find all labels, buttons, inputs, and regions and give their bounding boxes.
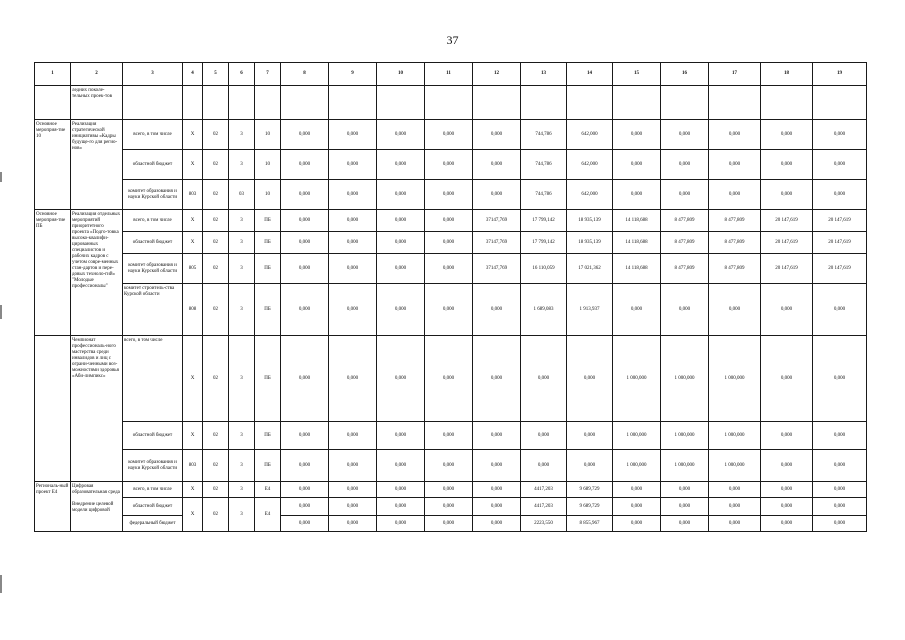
- header-col-17: 17: [709, 63, 761, 86]
- cell-value: 9 689,729: [567, 498, 613, 516]
- cell-value: 0,000: [761, 516, 813, 532]
- cell-value: Х: [183, 210, 203, 232]
- cell-value: 0,000: [761, 120, 813, 150]
- cell-value: 744,786: [521, 180, 567, 210]
- cell-value: 0,000: [661, 284, 709, 336]
- cell-code-5: 02: [203, 498, 229, 532]
- cell-value: 3: [229, 120, 255, 150]
- page-number: 37: [446, 33, 459, 47]
- header-col-5: 5: [203, 63, 229, 86]
- cell-value: 0,000: [377, 180, 425, 210]
- cell-col3: комитет образования и науки Курской области: [123, 180, 183, 210]
- cell-value: 0,000: [281, 210, 329, 232]
- header-col-2: 2: [71, 63, 123, 86]
- cell-value: 0,000: [329, 450, 377, 482]
- cell-value: 0,000: [329, 150, 377, 180]
- cell-value: 8 477,809: [709, 210, 761, 232]
- cell-value: 0,000: [661, 150, 709, 180]
- header-col-7: 7: [255, 63, 281, 86]
- cell-value: 642,000: [567, 150, 613, 180]
- cell-value: 0,000: [377, 284, 425, 336]
- cell-value: 02: [203, 450, 229, 482]
- cell-col2: Реализация стратегической инициативы «Кадры будуще-го для регио-нов»: [71, 120, 123, 210]
- cell-value: 4417,203: [521, 482, 567, 498]
- cell-value: 0,000: [377, 210, 425, 232]
- cell-value: ПБ: [255, 450, 281, 482]
- cell-value: 0,000: [329, 120, 377, 150]
- cell-value: 8 477,809: [709, 254, 761, 284]
- cell-value: 0,000: [425, 232, 473, 254]
- cell-value: 0,000: [761, 498, 813, 516]
- cell-value: 0,000: [329, 422, 377, 450]
- cell-value: 0,000: [281, 150, 329, 180]
- scan-mark: [0, 172, 2, 182]
- cell-value: 0,000: [425, 336, 473, 422]
- cell-value: 0,000: [813, 336, 867, 422]
- cell-col3: областной бюджет: [123, 232, 183, 254]
- cell-value: 02: [203, 336, 229, 422]
- cell-value: 0,000: [813, 150, 867, 180]
- cell-value: 0,000: [709, 284, 761, 336]
- table-row: [35, 232, 867, 254]
- cell-value: 0,000: [613, 516, 661, 532]
- cell-value: 0,000: [761, 180, 813, 210]
- cell-value: 0,000: [377, 336, 425, 422]
- cell-col3: всего, в том числе: [123, 482, 183, 498]
- cell-value: ПБ: [255, 210, 281, 232]
- cell-value: 3: [229, 450, 255, 482]
- header-col-15: 15: [613, 63, 661, 86]
- cell-value: Х: [183, 336, 203, 422]
- cell-value: ПБ: [255, 232, 281, 254]
- cell-value: 0,000: [281, 232, 329, 254]
- cell-value: 0,000: [567, 450, 613, 482]
- header-col-12: 12: [473, 63, 521, 86]
- cell-value: 37147,769: [473, 232, 521, 254]
- cell-value: 0,000: [813, 516, 867, 532]
- cell-col3: областной бюджет: [123, 498, 183, 516]
- cell-value: 02: [203, 210, 229, 232]
- cell-col1: [35, 86, 71, 120]
- cell-value: 14 118,688: [613, 254, 661, 284]
- header-col-19: 19: [813, 63, 867, 86]
- cell-value: 0,000: [761, 482, 813, 498]
- cell-col2: ледних поколе-тельных проек-тов: [71, 86, 123, 120]
- cell-col3: всего, в том числе: [123, 336, 183, 422]
- cell-col3: всего, в том числе: [123, 120, 183, 150]
- cell-value: 02: [203, 120, 229, 150]
- cell-col2: Реализация отдельных мероприятий приоритетного проекта «Подго-товка высоко-квалифи-цированных специалистов и рабочих кадров с учетом совре-менных стан-дартов и пере-довых техноло-гий» "Молодые профессионалы": [71, 210, 123, 336]
- cell-value: 0,000: [281, 336, 329, 422]
- cell-value: 0,000: [613, 150, 661, 180]
- table-row: [35, 180, 867, 210]
- cell-value: 1 689,083: [521, 284, 567, 336]
- cell-value: 0,000: [425, 180, 473, 210]
- cell-value: 20 147,619: [813, 254, 867, 284]
- cell-value: 0,000: [613, 498, 661, 516]
- cell-value: 8 477,809: [709, 232, 761, 254]
- cell-value: 0,000: [709, 482, 761, 498]
- cell-value: 0,000: [281, 180, 329, 210]
- cell-col2-a: Цифровая образовательная среда: [72, 484, 120, 495]
- cell-value: 0,000: [281, 516, 329, 532]
- cell-value: 17 799,142: [521, 210, 567, 232]
- table-row: [35, 150, 867, 180]
- cell-value: 1 000,000: [661, 336, 709, 422]
- cell-value: 0,000: [661, 498, 709, 516]
- cell-col2-b: Внедрение целевой модели цифровой: [72, 502, 114, 513]
- cell-value: 02: [203, 150, 229, 180]
- cell-value: 0,000: [425, 120, 473, 150]
- cell-value: 0,000: [281, 498, 329, 516]
- cell-value: 0,000: [761, 284, 813, 336]
- header-col-18: 18: [761, 63, 813, 86]
- cell-value: 20 147,619: [813, 210, 867, 232]
- cell-value: Х: [183, 150, 203, 180]
- cell-value: 02: [203, 232, 229, 254]
- cell-value: 8 477,809: [661, 254, 709, 284]
- cell-value: 20 147,619: [761, 232, 813, 254]
- cell-value: ПБ: [255, 254, 281, 284]
- header-col-14: 14: [567, 63, 613, 86]
- cell-col1: Региональ-ный проект Е4: [35, 482, 71, 532]
- cell-value: 14 118,688: [613, 232, 661, 254]
- cell-value: 1 000,000: [661, 422, 709, 450]
- cell-value: 0,000: [521, 422, 567, 450]
- cell-value: 0,000: [709, 180, 761, 210]
- table-row: [35, 516, 867, 532]
- cell-value: 0,000: [329, 498, 377, 516]
- cell-value: 03: [229, 180, 255, 210]
- cell-value: 1 000,000: [709, 422, 761, 450]
- cell-value: 805: [183, 254, 203, 284]
- cell-value: 0,000: [661, 482, 709, 498]
- cell-value: Х: [183, 422, 203, 450]
- cell-value: 3: [229, 210, 255, 232]
- cell-value: 744,786: [521, 120, 567, 150]
- cell-value: 02: [203, 180, 229, 210]
- cell-value: 18 935,139: [567, 232, 613, 254]
- cell-value: 37147,769: [473, 254, 521, 284]
- cell-value: 3: [229, 284, 255, 336]
- header-col-1: 1: [35, 63, 71, 86]
- cell-value: 0,000: [761, 422, 813, 450]
- cell-value: 3: [229, 150, 255, 180]
- header-col-10: 10: [377, 63, 425, 86]
- cell-value: 0,000: [761, 150, 813, 180]
- cell-value: 0,000: [377, 482, 425, 498]
- cell-value: 0,000: [425, 254, 473, 284]
- table-row: [35, 482, 867, 498]
- cell-value: 0,000: [329, 180, 377, 210]
- cell-value: 0,000: [425, 498, 473, 516]
- cell-value: 10: [255, 150, 281, 180]
- cell-value: 0,000: [377, 498, 425, 516]
- cell-value: 744,786: [521, 150, 567, 180]
- cell-value: 0,000: [329, 516, 377, 532]
- cell-value: 0,000: [473, 284, 521, 336]
- cell-value: 3: [229, 336, 255, 422]
- cell-value: 0,000: [521, 336, 567, 422]
- cell-value: 1 000,000: [613, 450, 661, 482]
- cell-value: 02: [203, 422, 229, 450]
- cell-value: 0,000: [761, 336, 813, 422]
- cell-col1: Основное мероприя-тие ПБ: [35, 210, 71, 336]
- cell-col3: комитет образования и науки Курской области: [123, 254, 183, 284]
- cell-value: 0,000: [425, 422, 473, 450]
- cell-value: 02: [203, 284, 229, 336]
- cell-value: 10: [255, 180, 281, 210]
- cell-value: 0,000: [281, 450, 329, 482]
- cell-value: 0,000: [425, 450, 473, 482]
- cell-code-6: 3: [229, 498, 255, 532]
- table-row: [35, 498, 867, 516]
- cell-value: 2223,550: [521, 516, 567, 532]
- cell-value: 0,000: [377, 450, 425, 482]
- header-col-4: 4: [183, 63, 203, 86]
- cell-value: 3: [229, 232, 255, 254]
- cell-value: 642,000: [567, 180, 613, 210]
- cell-value: 8 855,967: [567, 516, 613, 532]
- header-col-16: 16: [661, 63, 709, 86]
- cell-col3: всего, в том числе: [123, 210, 183, 232]
- cell-value: 0,000: [377, 150, 425, 180]
- cell-value: 0,000: [709, 498, 761, 516]
- cell-code-7: Е4: [255, 498, 281, 532]
- cell-value: 0,000: [425, 210, 473, 232]
- header-col-13: 13: [521, 63, 567, 86]
- cell-value: 0,000: [281, 254, 329, 284]
- cell-value: 0,000: [473, 120, 521, 150]
- cell-value: 642,000: [567, 120, 613, 150]
- cell-value: ПБ: [255, 422, 281, 450]
- cell-value: 3: [229, 422, 255, 450]
- cell-value: 803: [183, 450, 203, 482]
- cell-value: 0,000: [425, 150, 473, 180]
- cell-col3: комитет образования и науки Курской области: [123, 450, 183, 482]
- cell-value: Х: [183, 482, 203, 498]
- cell-col2: Чемпионат профессиональ-ного мастерства среди инвалидов и лиц с ограни-ченными воз-можностями здоровья «Аби-лимпикс»: [71, 336, 123, 482]
- cell-value: 14 118,688: [613, 210, 661, 232]
- cell-value: 808: [183, 284, 203, 336]
- cell-value: 0,000: [377, 254, 425, 284]
- cell-col3: федеральный бюджет: [123, 516, 183, 532]
- cell-value: 0,000: [567, 336, 613, 422]
- cell-value: 3: [229, 482, 255, 498]
- table-row: [35, 450, 867, 482]
- cell-value: 3: [229, 254, 255, 284]
- cell-value: 0,000: [329, 336, 377, 422]
- cell-value: 0,000: [709, 120, 761, 150]
- cell-value: ПБ: [255, 284, 281, 336]
- cell-value: 1 000,000: [709, 336, 761, 422]
- cell-value: 0,000: [473, 482, 521, 498]
- cell-value: 0,000: [661, 180, 709, 210]
- cell-value: 17 799,142: [521, 232, 567, 254]
- cell-value: 0,000: [761, 450, 813, 482]
- cell-value: 0,000: [813, 422, 867, 450]
- table-row: [35, 284, 867, 336]
- cell-value: 1 913,937: [567, 284, 613, 336]
- cell-value: 0,000: [281, 422, 329, 450]
- table-row: [35, 86, 867, 120]
- cell-value: 16 110,059: [521, 254, 567, 284]
- header-col-3: 3: [123, 63, 183, 86]
- cell-value: 10: [255, 120, 281, 150]
- cell-value: 20 147,619: [813, 232, 867, 254]
- cell-value: 1 000,000: [661, 450, 709, 482]
- cell-value: 17 021,362: [567, 254, 613, 284]
- cell-value: 0,000: [473, 336, 521, 422]
- cell-value: 0,000: [473, 498, 521, 516]
- cell-value: 0,000: [521, 450, 567, 482]
- cell-col1: [35, 336, 71, 482]
- cell-value: 0,000: [329, 210, 377, 232]
- header-row: [35, 63, 867, 86]
- table-row: [35, 120, 867, 150]
- cell-value: 0,000: [329, 482, 377, 498]
- cell-value: 0,000: [473, 180, 521, 210]
- cell-value: 0,000: [613, 482, 661, 498]
- cell-col3: областной бюджет: [123, 150, 183, 180]
- cell-value: 1 000,000: [613, 336, 661, 422]
- cell-value: 0,000: [813, 482, 867, 498]
- cell-value: Х: [183, 120, 203, 150]
- cell-value: 1 000,000: [709, 450, 761, 482]
- cell-value: 1 000,000: [613, 422, 661, 450]
- cell-value: 0,000: [377, 232, 425, 254]
- header-col-8: 8: [281, 63, 329, 86]
- cell-value: 0,000: [709, 150, 761, 180]
- cell-value: 4417,203: [521, 498, 567, 516]
- cell-value: 0,000: [329, 232, 377, 254]
- cell-value: 8 477,809: [661, 210, 709, 232]
- cell-col3: комитет строитель-ства Курской области: [123, 284, 183, 336]
- cell-value: 20 147,619: [761, 254, 813, 284]
- cell-value: 0,000: [329, 254, 377, 284]
- cell-value: 0,000: [281, 482, 329, 498]
- table-row: [35, 336, 867, 422]
- header-col-9: 9: [329, 63, 377, 86]
- header-col-6: 6: [229, 63, 255, 86]
- cell-value: 0,000: [281, 284, 329, 336]
- cell-code-4: Х: [183, 498, 203, 532]
- cell-value: 20 147,619: [761, 210, 813, 232]
- header-col-11: 11: [425, 63, 473, 86]
- cell-col2: [71, 482, 123, 532]
- scan-mark: [0, 575, 2, 593]
- cell-value: 0,000: [473, 516, 521, 532]
- cell-value: 0,000: [813, 450, 867, 482]
- cell-value: 0,000: [377, 422, 425, 450]
- cell-value: 0,000: [613, 284, 661, 336]
- cell-value: Х: [183, 232, 203, 254]
- table-row: [35, 254, 867, 284]
- cell-value: 0,000: [425, 284, 473, 336]
- cell-value: 0,000: [661, 120, 709, 150]
- cell-value: 37147,769: [473, 210, 521, 232]
- cell-value: 0,000: [813, 120, 867, 150]
- cell-value: 0,000: [613, 180, 661, 210]
- cell-value: 0,000: [661, 516, 709, 532]
- cell-value: Е4: [255, 482, 281, 498]
- cell-value: 0,000: [567, 422, 613, 450]
- cell-value: 9 689,729: [567, 482, 613, 498]
- cell-col1: Основное мероприя-тие 10: [35, 120, 71, 210]
- cell-value: 8 477,809: [661, 232, 709, 254]
- cell-value: 02: [203, 254, 229, 284]
- cell-value: 0,000: [281, 120, 329, 150]
- cell-value: 0,000: [377, 516, 425, 532]
- budget-table: [34, 62, 867, 532]
- cell-value: 0,000: [473, 150, 521, 180]
- cell-value: 0,000: [473, 450, 521, 482]
- cell-value: 803: [183, 180, 203, 210]
- scan-mark: [0, 305, 2, 319]
- cell-col3: областной бюджет: [123, 422, 183, 450]
- cell-value: 0,000: [813, 180, 867, 210]
- cell-value: 0,000: [813, 284, 867, 336]
- cell-value: 02: [203, 482, 229, 498]
- cell-value: 0,000: [613, 120, 661, 150]
- cell-value: 0,000: [425, 516, 473, 532]
- cell-value: 0,000: [813, 498, 867, 516]
- cell-value: 0,000: [473, 422, 521, 450]
- table-row: [35, 422, 867, 450]
- cell-value: 0,000: [425, 482, 473, 498]
- cell-value: 0,000: [329, 284, 377, 336]
- table-row: [35, 210, 867, 232]
- cell-value: 18 935,139: [567, 210, 613, 232]
- cell-value: 0,000: [709, 516, 761, 532]
- cell-value: 0,000: [377, 120, 425, 150]
- cell-value: ПБ: [255, 336, 281, 422]
